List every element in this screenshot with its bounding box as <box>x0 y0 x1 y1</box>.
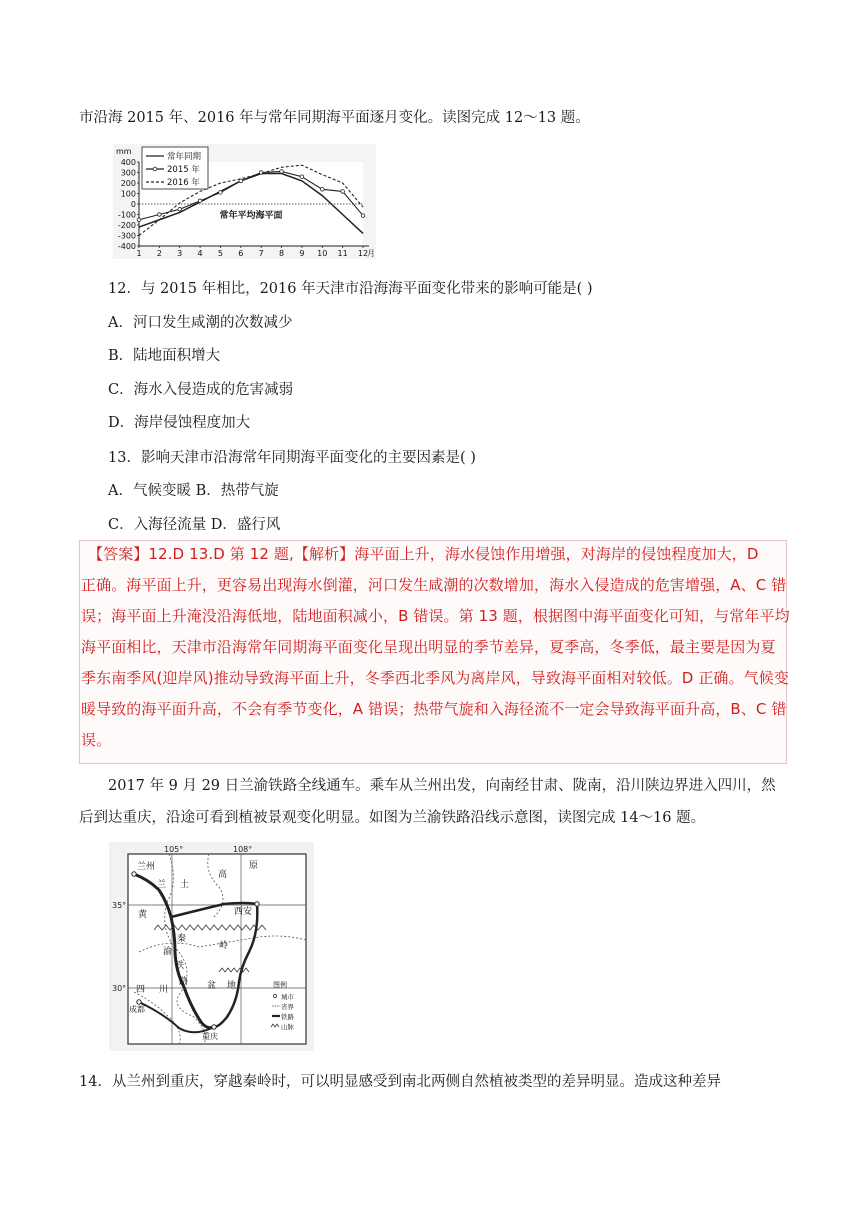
map-place-label: 铁 <box>175 961 185 971</box>
sea-level-chart-svg <box>113 144 376 259</box>
map-lat-label: 30° <box>112 984 127 993</box>
map-place-label: 路 <box>179 977 189 987</box>
map-place-label: 黄 <box>138 910 148 920</box>
x-tick-label: 7 <box>258 249 264 258</box>
x-tick-label: 12 <box>357 249 369 258</box>
x-tick-label: 9 <box>299 249 305 258</box>
map-place-label: 渝 <box>163 947 173 957</box>
y-tick-label: -300 <box>117 231 136 241</box>
y-tick-label: 100 <box>120 189 136 199</box>
intro-text: 市沿海 2015 年、2016 年与常年同期海平面逐月变化。读图完成 12～13 题。 <box>79 110 590 126</box>
map-place-label: 四 <box>136 985 146 995</box>
question-12-option-b: B．陆地面积增大 <box>108 348 221 364</box>
series-point <box>178 207 182 211</box>
answer-line: 季东南季风(迎岸风)推动导致海平面上升，冬季西北季风为离岸风，导致海平面相对较低。D 正确。气候变 <box>81 669 789 687</box>
question-12-option-d: D．海岸侵蚀程度加大 <box>108 415 251 431</box>
series-point <box>219 191 223 195</box>
answer-line: 海平面相比，天津市沿海常年同期海平面变化呈现出明显的季节差异，夏季高，冬季低，最主要是因为夏 <box>81 638 776 656</box>
x-tick-label: 1 <box>136 249 142 258</box>
series-point <box>320 188 324 192</box>
y-tick-label: -200 <box>117 221 136 230</box>
map-place-label: 成都 <box>129 1005 145 1014</box>
question-12-option-c: C．海水入侵造成的危害减弱 <box>108 382 294 398</box>
intro2-text: 2017 年 9 月 29 日兰渝铁路全线通车。乘车从兰州出发，向南经甘肃、陇南，沿川陕边界进入四川，然 <box>108 778 776 794</box>
y-tick-label: -100 <box>117 210 136 220</box>
map-legend-item: 山脉 <box>281 1023 294 1031</box>
lanyu-railway-map <box>109 842 314 1051</box>
map-place-label: 岭 <box>219 941 229 951</box>
map-place-label: 原 <box>249 861 259 871</box>
x-tick-label: 8 <box>278 249 285 258</box>
map-legend-title: 图例 <box>273 981 287 989</box>
legend-label: 2016 年 <box>167 178 200 188</box>
x-tick-label: 10 <box>317 249 328 258</box>
question-14-stem: 14．从兰州到重庆，穿越秦岭时，可以明显感受到南北两侧自然植被类型的差异明显。造成这种差异 <box>79 1074 721 1090</box>
series-point <box>300 175 304 179</box>
map-lat-label: 35° <box>112 901 127 910</box>
y-axis-unit: mm <box>116 147 132 156</box>
question-13-stem: 13．影响天津市沿海常年同期海平面变化的主要因素是( ) <box>108 450 476 466</box>
x-tick-label: 11 <box>337 249 348 258</box>
question-12-stem: 12．与 2015 年相比，2016 年天津市沿海海平面变化带来的影响可能是( ) <box>108 281 593 297</box>
y-tick-label: 300 <box>120 168 136 178</box>
map-lon-label: 105° <box>164 845 184 854</box>
map-legend-item: 省界 <box>281 1003 294 1011</box>
series-point <box>239 179 243 183</box>
map-place-label: 盆 <box>207 981 217 991</box>
map-place-label: 西安 <box>234 907 253 917</box>
answer-explanation-box <box>79 540 790 764</box>
y-tick-label: 200 <box>120 179 136 188</box>
x-tick-label: 6 <box>238 249 244 258</box>
series-point <box>361 214 365 218</box>
x-tick-label: 4 <box>197 249 203 258</box>
question-13-options-cd: C．入海径流量 D．盛行风 <box>108 517 281 533</box>
map-place-label: 地 <box>227 981 237 991</box>
map-legend-item: 铁路 <box>281 1013 294 1021</box>
x-tick-label: 2 <box>156 249 162 258</box>
series-point <box>137 218 141 222</box>
reference-line-label: 常年平均海平面 <box>219 211 283 221</box>
legend-marker <box>153 167 157 171</box>
answer-line: 误；海平面上升淹没沿海低地，陆地面积减小，B 错误。第 13 题，根据图中海平面变化可知，与常年平均 <box>81 607 790 625</box>
answer-line: 【答案】12.D 13.D 第 12 题,【解析】海平面上升，海水侵蚀作用增强，对海岸的侵蚀程度加大，D <box>88 545 759 563</box>
y-tick-label: 400 <box>120 158 136 167</box>
map-place-label: 兰 <box>157 880 167 890</box>
question-12-option-a: A．河口发生咸潮的次数减少 <box>108 315 293 331</box>
series-point <box>259 171 263 175</box>
y-tick-label: -400 <box>117 242 136 251</box>
map-place-label: 土 <box>180 880 190 890</box>
map-place-label: 川 <box>159 985 169 995</box>
map-place-label: 兰州 <box>137 862 156 872</box>
series-point <box>198 199 202 203</box>
answer-line: 正确。海平面上升，更容易出现海水倒灌，河口发生咸潮的次数增加，海水入侵造成的危害增强，A、C 错 <box>81 576 787 594</box>
series-point <box>280 170 284 174</box>
series-point <box>341 190 345 194</box>
legend-label: 2015 年 <box>167 165 200 175</box>
y-tick-label: 0 <box>130 200 136 209</box>
answer-line: 误。 <box>81 731 112 749</box>
map-lon-label: 108° <box>233 845 253 854</box>
x-axis-unit: 月 <box>367 249 375 258</box>
intro2-text: 后到达重庆，沿途可看到植被景观变化明显。如图为兰渝铁路沿线示意图，读图完成 14～16 题。 <box>79 810 706 826</box>
map-place-label: 秦 <box>177 934 187 944</box>
x-tick-label: 3 <box>177 249 183 258</box>
answer-line: 暖导致的海平面升高，不会有季节变化，A 错误；热带气旋和入海径流不一定会导致海平面升高，B、C 错 <box>81 700 787 718</box>
sea-level-chart <box>113 144 376 259</box>
series-point <box>158 213 162 217</box>
legend-label: 常年同期 <box>167 152 202 162</box>
map-legend-item: 城市 <box>281 993 294 1001</box>
x-tick-label: 5 <box>217 249 224 258</box>
map-place-label: 重庆 <box>202 1032 218 1041</box>
question-13-options-ab: A．气候变暖 B．热带气旋 <box>108 483 279 499</box>
railway-map-svg <box>109 842 314 1051</box>
map-place-label: 高 <box>218 870 228 880</box>
